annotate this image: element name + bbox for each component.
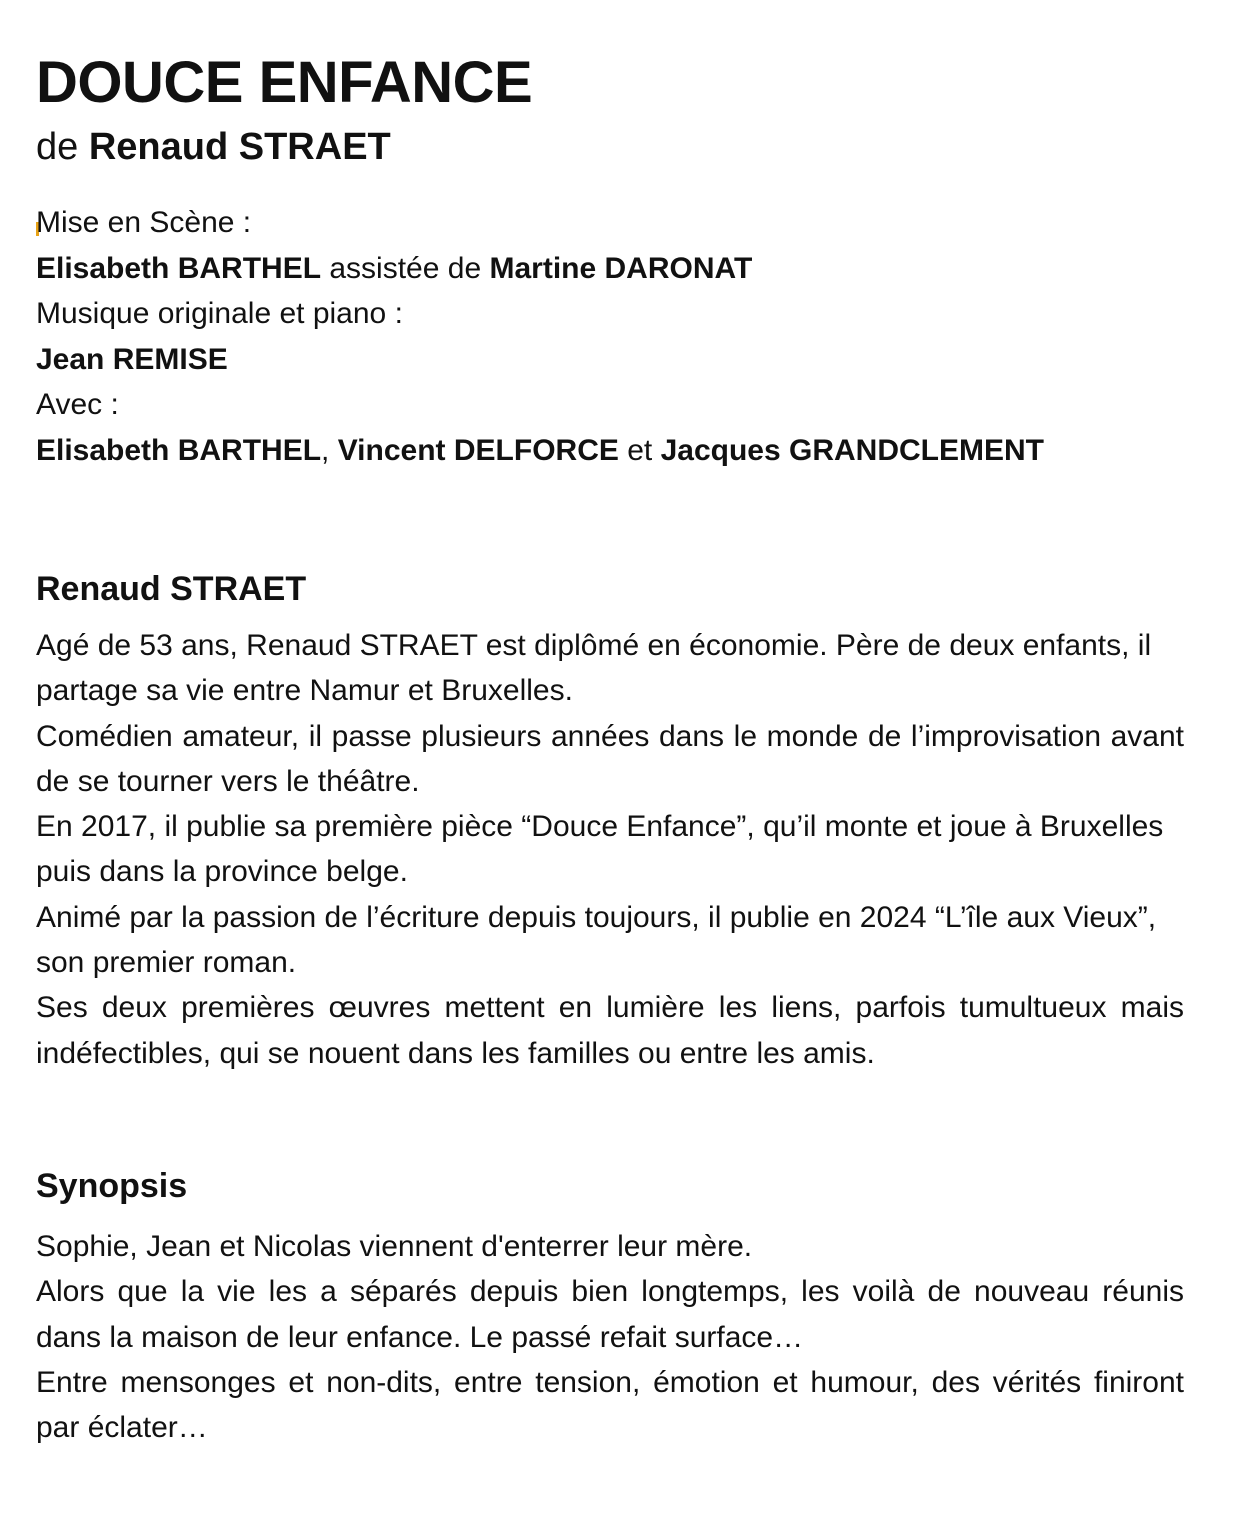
bio-paragraph: En 2017, il publie sa première pièce “Douce Enfance”, qu’il monte et joue à Bruxelles puis dans la province belge.: [36, 810, 1164, 889]
cast-label: Avec :: [36, 388, 119, 421]
assisted-by-text: assistée de: [329, 251, 482, 285]
credits-block: [36, 200, 1184, 473]
cast-et: et: [627, 433, 653, 467]
actor-1: Elisabeth BARTHEL: [36, 433, 322, 467]
director-line: [36, 246, 1184, 292]
bio-paragraph: Agé de 53 ans, Renaud STRAET est diplômé en économie. Père de deux enfants, il partage sa vie entre Namur et Bruxelles.: [36, 629, 1152, 708]
musician-line: [36, 337, 1184, 383]
assistant-name: Martine DARONAT: [489, 251, 753, 285]
actor-3: Jacques GRANDCLEMENT: [660, 433, 1044, 467]
bio-body: [36, 623, 1184, 1076]
synopsis-paragraph: Alors que la vie les a séparés depuis bien longtemps, les voilà de nouveau réunis dans la maison de leur enfance. Le passé refait surface…: [36, 1275, 1184, 1354]
musician-name: Jean REMISE: [36, 342, 228, 376]
actor-2: Vincent DELFORCE: [337, 433, 619, 467]
bio-heading: Renaud STRAET: [36, 570, 307, 608]
synopsis-paragraph: Sophie, Jean et Nicolas viennent d'enterrer leur mère.: [36, 1229, 753, 1263]
author-bio-section: [36, 565, 1184, 1076]
play-title: DOUCE ENFANCE: [36, 50, 533, 115]
bio-paragraph: Comédien amateur, il passe plusieurs années dans le monde de l’improvisation avant de se tourner vers le théâtre.: [36, 719, 1184, 798]
director-name: Elisabeth BARTHEL: [36, 251, 322, 285]
synopsis-heading: Synopsis: [36, 1166, 188, 1205]
synopsis-section: [36, 1162, 1184, 1450]
cast-comma: ,: [321, 433, 330, 467]
synopsis-body: [36, 1224, 1184, 1450]
byline-prefix: de: [36, 126, 79, 168]
synopsis-paragraph: Entre mensonges et non-dits, entre tension, émotion et humour, des vérités finiront par éclater…: [36, 1365, 1184, 1445]
byline: [36, 122, 1184, 172]
byline-author: Renaud STRAET: [88, 126, 391, 168]
document-page: [36, 44, 1184, 1450]
music-label: Musique originale et piano :: [36, 297, 403, 330]
bio-paragraph: Animé par la passion de l’écriture depuis toujours, il publie en 2024 “L’île aux Vieux”, son premier roman.: [36, 900, 1157, 980]
cast-line: [36, 428, 1184, 474]
bio-paragraph: Ses deux premières œuvres mettent en lumière les liens, parfois tumultueux mais indéfectibles, qui se nouent dans les familles ou entre les amis.: [36, 991, 1184, 1070]
mise-en-scene-label: Mise en Scène :: [36, 206, 252, 239]
